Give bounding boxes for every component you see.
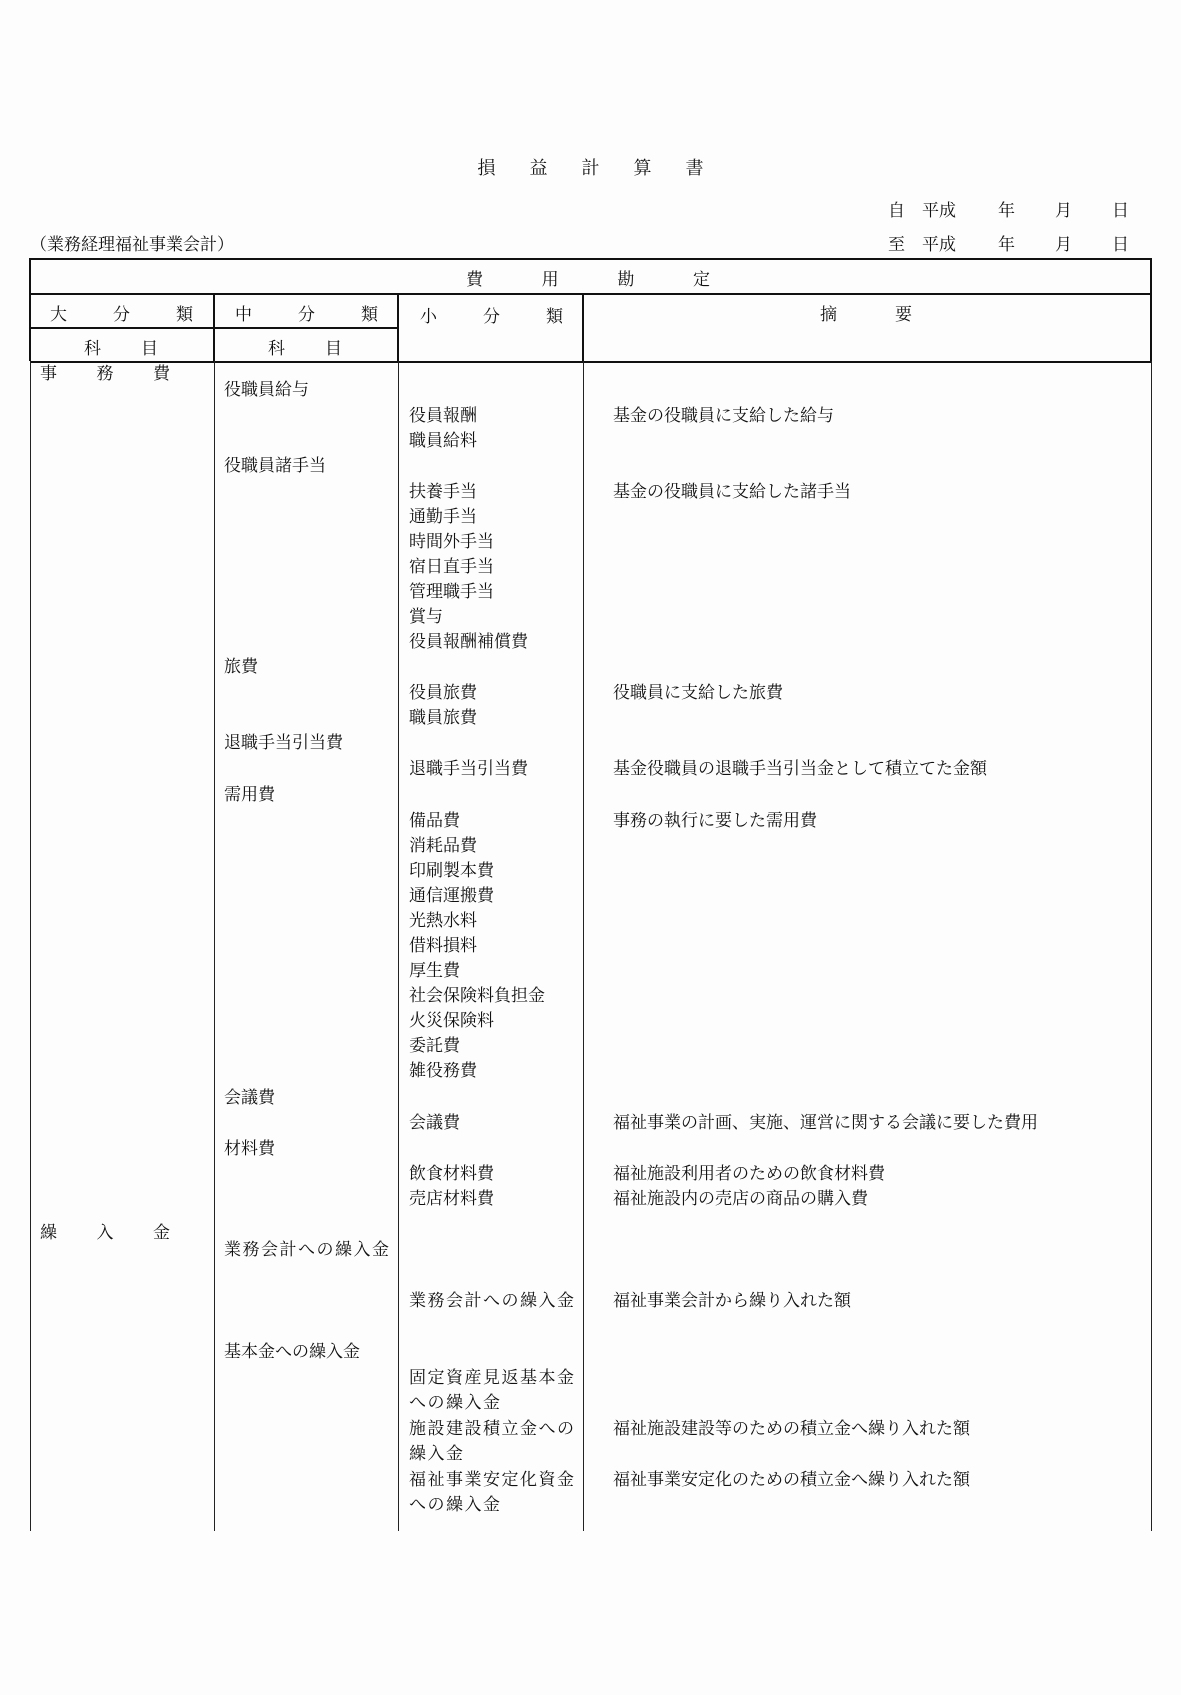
table-top-border <box>30 258 1151 260</box>
minor-category-item: 借料損料 <box>409 936 477 956</box>
header-char: 小 <box>420 307 437 327</box>
summary-item: 福祉事業の計画、実施、運営に関する会議に要した費用 <box>613 1113 1038 1133</box>
period-from <box>0 196 1181 221</box>
section-header <box>466 265 710 290</box>
header-char: 類 <box>176 305 193 325</box>
period-to-prefix: 至 <box>888 235 905 255</box>
col-subheader-major <box>84 334 158 359</box>
header-char: 摘 <box>820 305 837 325</box>
period-to-month: 月 <box>1055 235 1072 255</box>
period-to-year: 年 <box>998 235 1015 255</box>
header-divider <box>30 293 1151 295</box>
period-from-month: 月 <box>1055 201 1072 221</box>
header-char: 科 <box>268 339 285 359</box>
title-char: 計 <box>581 158 600 179</box>
minor-category-item: 管理職手当 <box>409 582 494 602</box>
summary-item: 事務の執行に要した需用費 <box>613 811 817 831</box>
major-category-char: 費 <box>153 364 170 384</box>
minor-category-item: 役員報酬 <box>409 406 477 426</box>
header-char: 類 <box>361 305 378 325</box>
right-border <box>1150 258 1152 361</box>
period-from-day: 日 <box>1112 201 1129 221</box>
summary-item: 基金役職員の退職手当引当金として積立てた金額 <box>613 759 987 779</box>
header-char: 類 <box>546 307 563 327</box>
header-char: 費 <box>466 270 483 290</box>
header-char: 科 <box>84 339 101 359</box>
minor-category-item: 役員旅費 <box>409 683 477 703</box>
summary-item: 福祉施設建設等のための積立金へ繰り入れた額 <box>613 1419 970 1439</box>
minor-category-item: 業務会計への繰入金 <box>409 1291 576 1311</box>
minor-category-item: 宿日直手当 <box>409 557 494 577</box>
major-category-char: 事 <box>40 364 57 384</box>
right-border-body <box>1151 361 1152 1531</box>
header-char: 分 <box>298 305 315 325</box>
col-header-major <box>50 300 193 325</box>
header-char: 分 <box>483 307 500 327</box>
header-char: 中 <box>235 305 252 325</box>
middle-category-item: 役職員諸手当 <box>224 456 326 476</box>
major-category-char: 務 <box>96 364 114 384</box>
minor-category-item: 固定資産見返基本金への繰入金 <box>409 1368 576 1413</box>
minor-category-item: 福祉事業安定化資金への繰入金 <box>409 1470 576 1515</box>
period-from-era: 平成 <box>922 201 956 221</box>
summary-item: 福祉施設内の売店の商品の購入費 <box>613 1189 868 1209</box>
header-char: 要 <box>895 305 912 325</box>
minor-category-item: 火災保険料 <box>409 1011 494 1031</box>
header-char: 目 <box>325 339 342 359</box>
header-char: 勘 <box>617 270 635 290</box>
minor-category-item: 賞与 <box>409 607 443 627</box>
minor-category-item: 通勤手当 <box>409 507 477 527</box>
middle-category-item: 業務会計への繰入金 <box>224 1240 391 1260</box>
minor-category-item: 会議費 <box>409 1113 460 1133</box>
summary-item: 基金の役職員に支給した諸手当 <box>613 482 851 502</box>
minor-category-item: 厚生費 <box>409 961 460 981</box>
header-char: 定 <box>692 270 710 290</box>
middle-category-item: 材料費 <box>224 1139 275 1159</box>
middle-category-item: 基本金への繰入金 <box>224 1342 360 1362</box>
title-char: 損 <box>477 158 496 179</box>
major-category-char: 金 <box>153 1223 170 1243</box>
document-title <box>0 154 1181 180</box>
period-from-year: 年 <box>998 201 1015 221</box>
body-divider <box>30 361 1151 363</box>
left-border-body <box>30 361 31 1531</box>
title-char: 益 <box>529 158 548 179</box>
col-divider-1-body <box>214 361 215 1531</box>
summary-item: 福祉施設利用者のための飲食材料費 <box>613 1164 885 1184</box>
minor-category-item: 退職手当引当費 <box>409 759 528 779</box>
col-divider-1 <box>213 293 215 361</box>
major-category-char: 入 <box>96 1223 114 1243</box>
summary-item: 役職員に支給した旅費 <box>613 683 783 703</box>
middle-category-item: 旅費 <box>224 657 258 677</box>
period-from-prefix: 自 <box>888 201 905 221</box>
minor-category-item: 役員報酬補償費 <box>409 632 528 652</box>
period-to <box>0 230 1181 255</box>
minor-category-item: 職員給料 <box>409 431 477 451</box>
minor-category-item: 売店材料費 <box>409 1189 494 1209</box>
period-to-era: 平成 <box>922 235 956 255</box>
minor-category-item: 施設建設積立金への繰入金 <box>409 1419 576 1464</box>
header-char: 分 <box>113 305 130 325</box>
minor-category-item: 扶養手当 <box>409 482 477 502</box>
title-char: 書 <box>685 158 704 179</box>
minor-category-item: 雑役務費 <box>409 1061 477 1081</box>
title-char: 算 <box>633 158 652 179</box>
col-header-minor <box>420 302 563 327</box>
col-divider-3-body <box>583 361 584 1531</box>
col-subheader-middle <box>268 334 342 359</box>
major-category-item <box>40 1221 170 1246</box>
middle-category-item: 需用費 <box>224 785 275 805</box>
middle-category-item: 退職手当引当費 <box>224 733 343 753</box>
minor-category-item: 委託費 <box>409 1036 460 1056</box>
minor-category-item: 通信運搬費 <box>409 886 494 906</box>
col-header-summary <box>820 300 912 325</box>
period-to-day: 日 <box>1112 235 1129 255</box>
header-char: 大 <box>50 305 67 325</box>
summary-item: 基金の役職員に支給した給与 <box>613 406 834 426</box>
col-divider-2 <box>397 293 399 361</box>
middle-category-item: 会議費 <box>224 1088 275 1108</box>
minor-category-item: 時間外手当 <box>409 532 494 552</box>
left-border <box>29 258 31 361</box>
minor-category-item: 飲食材料費 <box>409 1164 494 1184</box>
account-subtitle: （業務経理福祉事業会計） <box>30 235 234 255</box>
minor-category-item: 光熱水料 <box>409 911 477 931</box>
major-category-char: 繰 <box>40 1223 57 1243</box>
major-category-item <box>40 362 170 387</box>
header-char: 目 <box>141 339 158 359</box>
minor-category-item: 職員旅費 <box>409 708 477 728</box>
minor-category-item: 備品費 <box>409 811 460 831</box>
summary-item: 福祉事業安定化のための積立金へ繰り入れた額 <box>613 1470 970 1490</box>
col-divider-3 <box>582 293 584 361</box>
header-char: 用 <box>541 270 559 290</box>
col-divider-2-body <box>398 361 399 1531</box>
minor-category-item: 社会保険料負担金 <box>409 986 545 1006</box>
col-header-middle <box>235 300 378 325</box>
summary-item: 福祉事業会計から繰り入れた額 <box>613 1291 851 1311</box>
middle-category-item: 役職員給与 <box>224 380 309 400</box>
minor-category-item: 消耗品費 <box>409 836 477 856</box>
minor-category-item: 印刷製本費 <box>409 861 494 881</box>
